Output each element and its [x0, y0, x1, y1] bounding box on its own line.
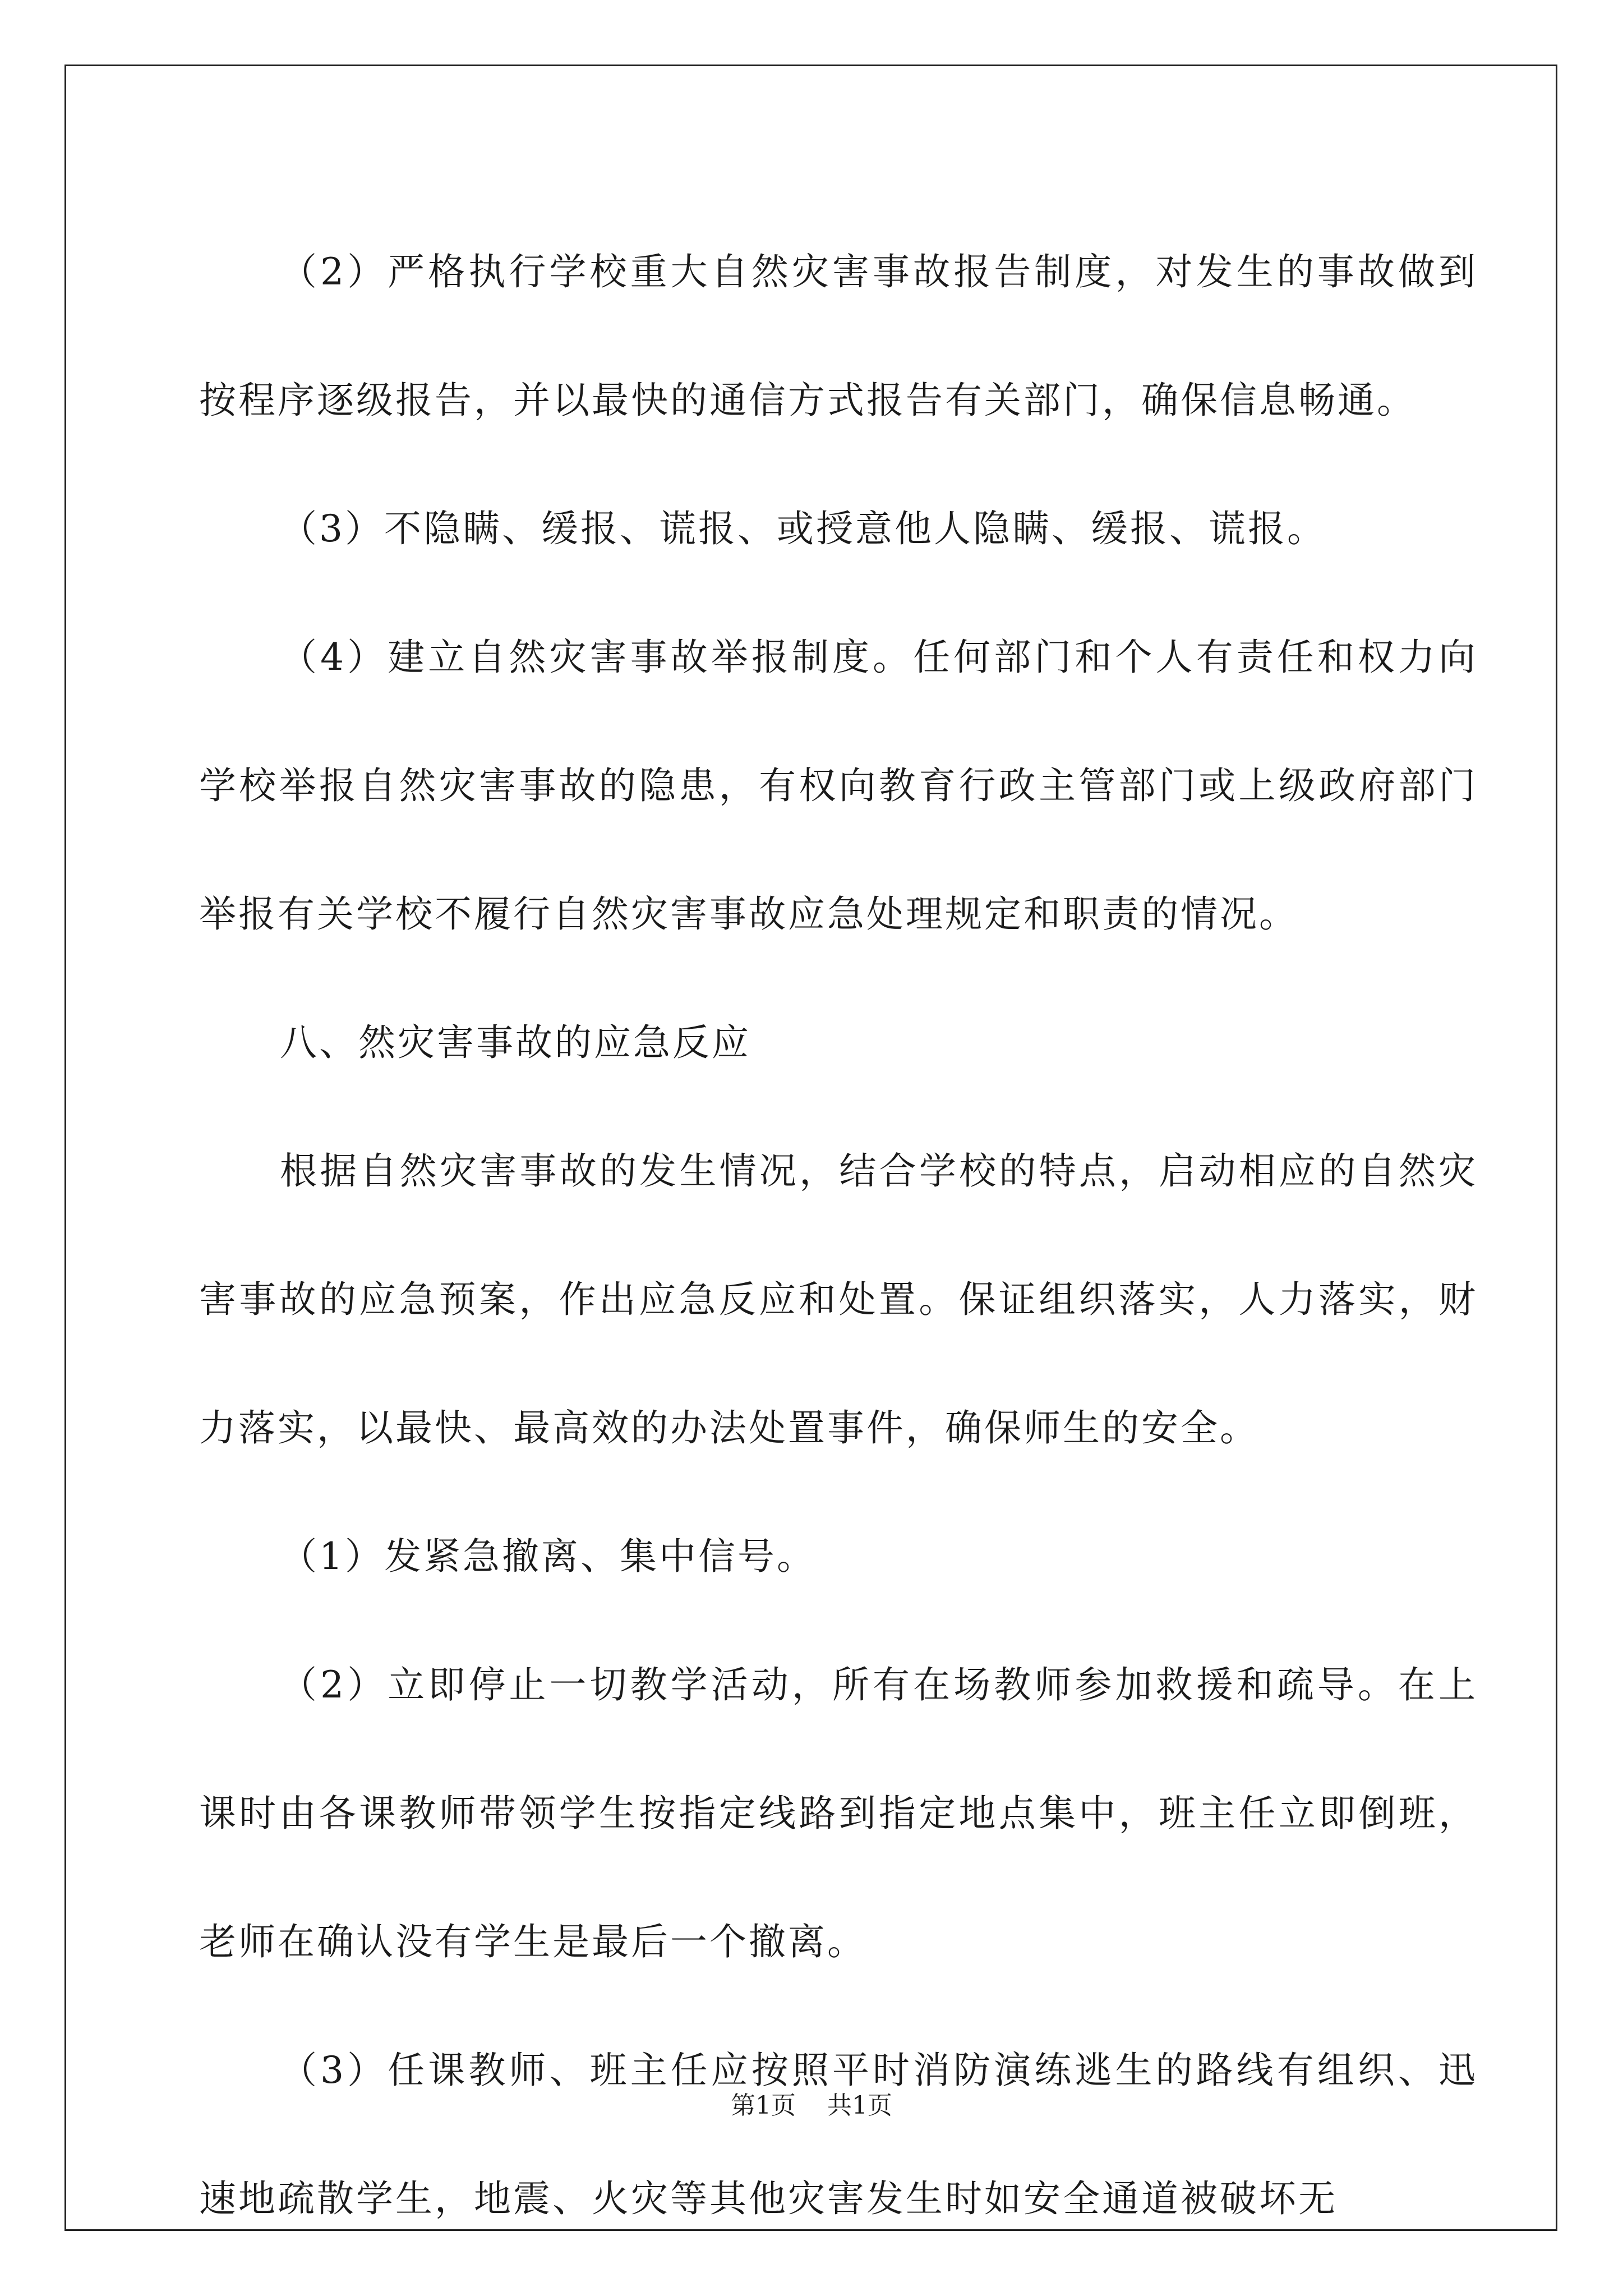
document-body: [199, 208, 1478, 2263]
page-footer: [0, 2089, 1623, 2123]
paragraph-report-system: （2）严格执行学校重大自然灾害事故报告制度，对发生的事故做到按程序逐级报告，并以最快的通信方式报告有关部门，确保信息畅通。: [199, 250, 1478, 422]
paragraph-whistleblowing: （4）建立自然灾害事故举报制度。任何部门和个人有责任和权力向学校举报自然灾害事故的隐患，有权向教育行政主管部门或上级政府部门举报有关学校不履行自然灾害事故应急处理规定和职责的情况。: [199, 636, 1478, 936]
paragraph-no-concealment: （3）不隐瞒、缓报、谎报、或授意他人隐瞒、缓报、谎报。: [280, 507, 1326, 550]
paragraph-stop-teaching: （2）立即停止一切教学活动，所有在场教师参加救援和疏导。在上课时由各课教师带领学生按指定线路到指定地点集中，班主任立即倒班，老师在确认没有学生是最后一个撤离。: [199, 1663, 1478, 1963]
page-total: 共1页: [827, 2091, 892, 2120]
paragraph-evacuation-signal: （1）发紧急撤离、集中信号。: [280, 1535, 816, 1578]
page-number: 第1页: [731, 2091, 796, 2120]
paragraph-evacuation-route: （3）任课教师、班主任应按照平时消防演练逃生的路线有组织、迅速地疏散学生，地震、火灾等其他灾害发生时如安全通道被破坏无: [199, 2049, 1478, 2220]
section-heading-emergency-response: 八、然灾害事故的应急反应: [280, 1021, 751, 1064]
paragraph-response-overview: 根据自然灾害事故的发生情况，结合学校的特点，启动相应的自然灾害事故的应急预案，作出应急反应和处置。保证组织落实，人力落实，财力落实，以最快、最高效的办法处置事件，确保师生的安全。: [199, 1149, 1478, 1450]
